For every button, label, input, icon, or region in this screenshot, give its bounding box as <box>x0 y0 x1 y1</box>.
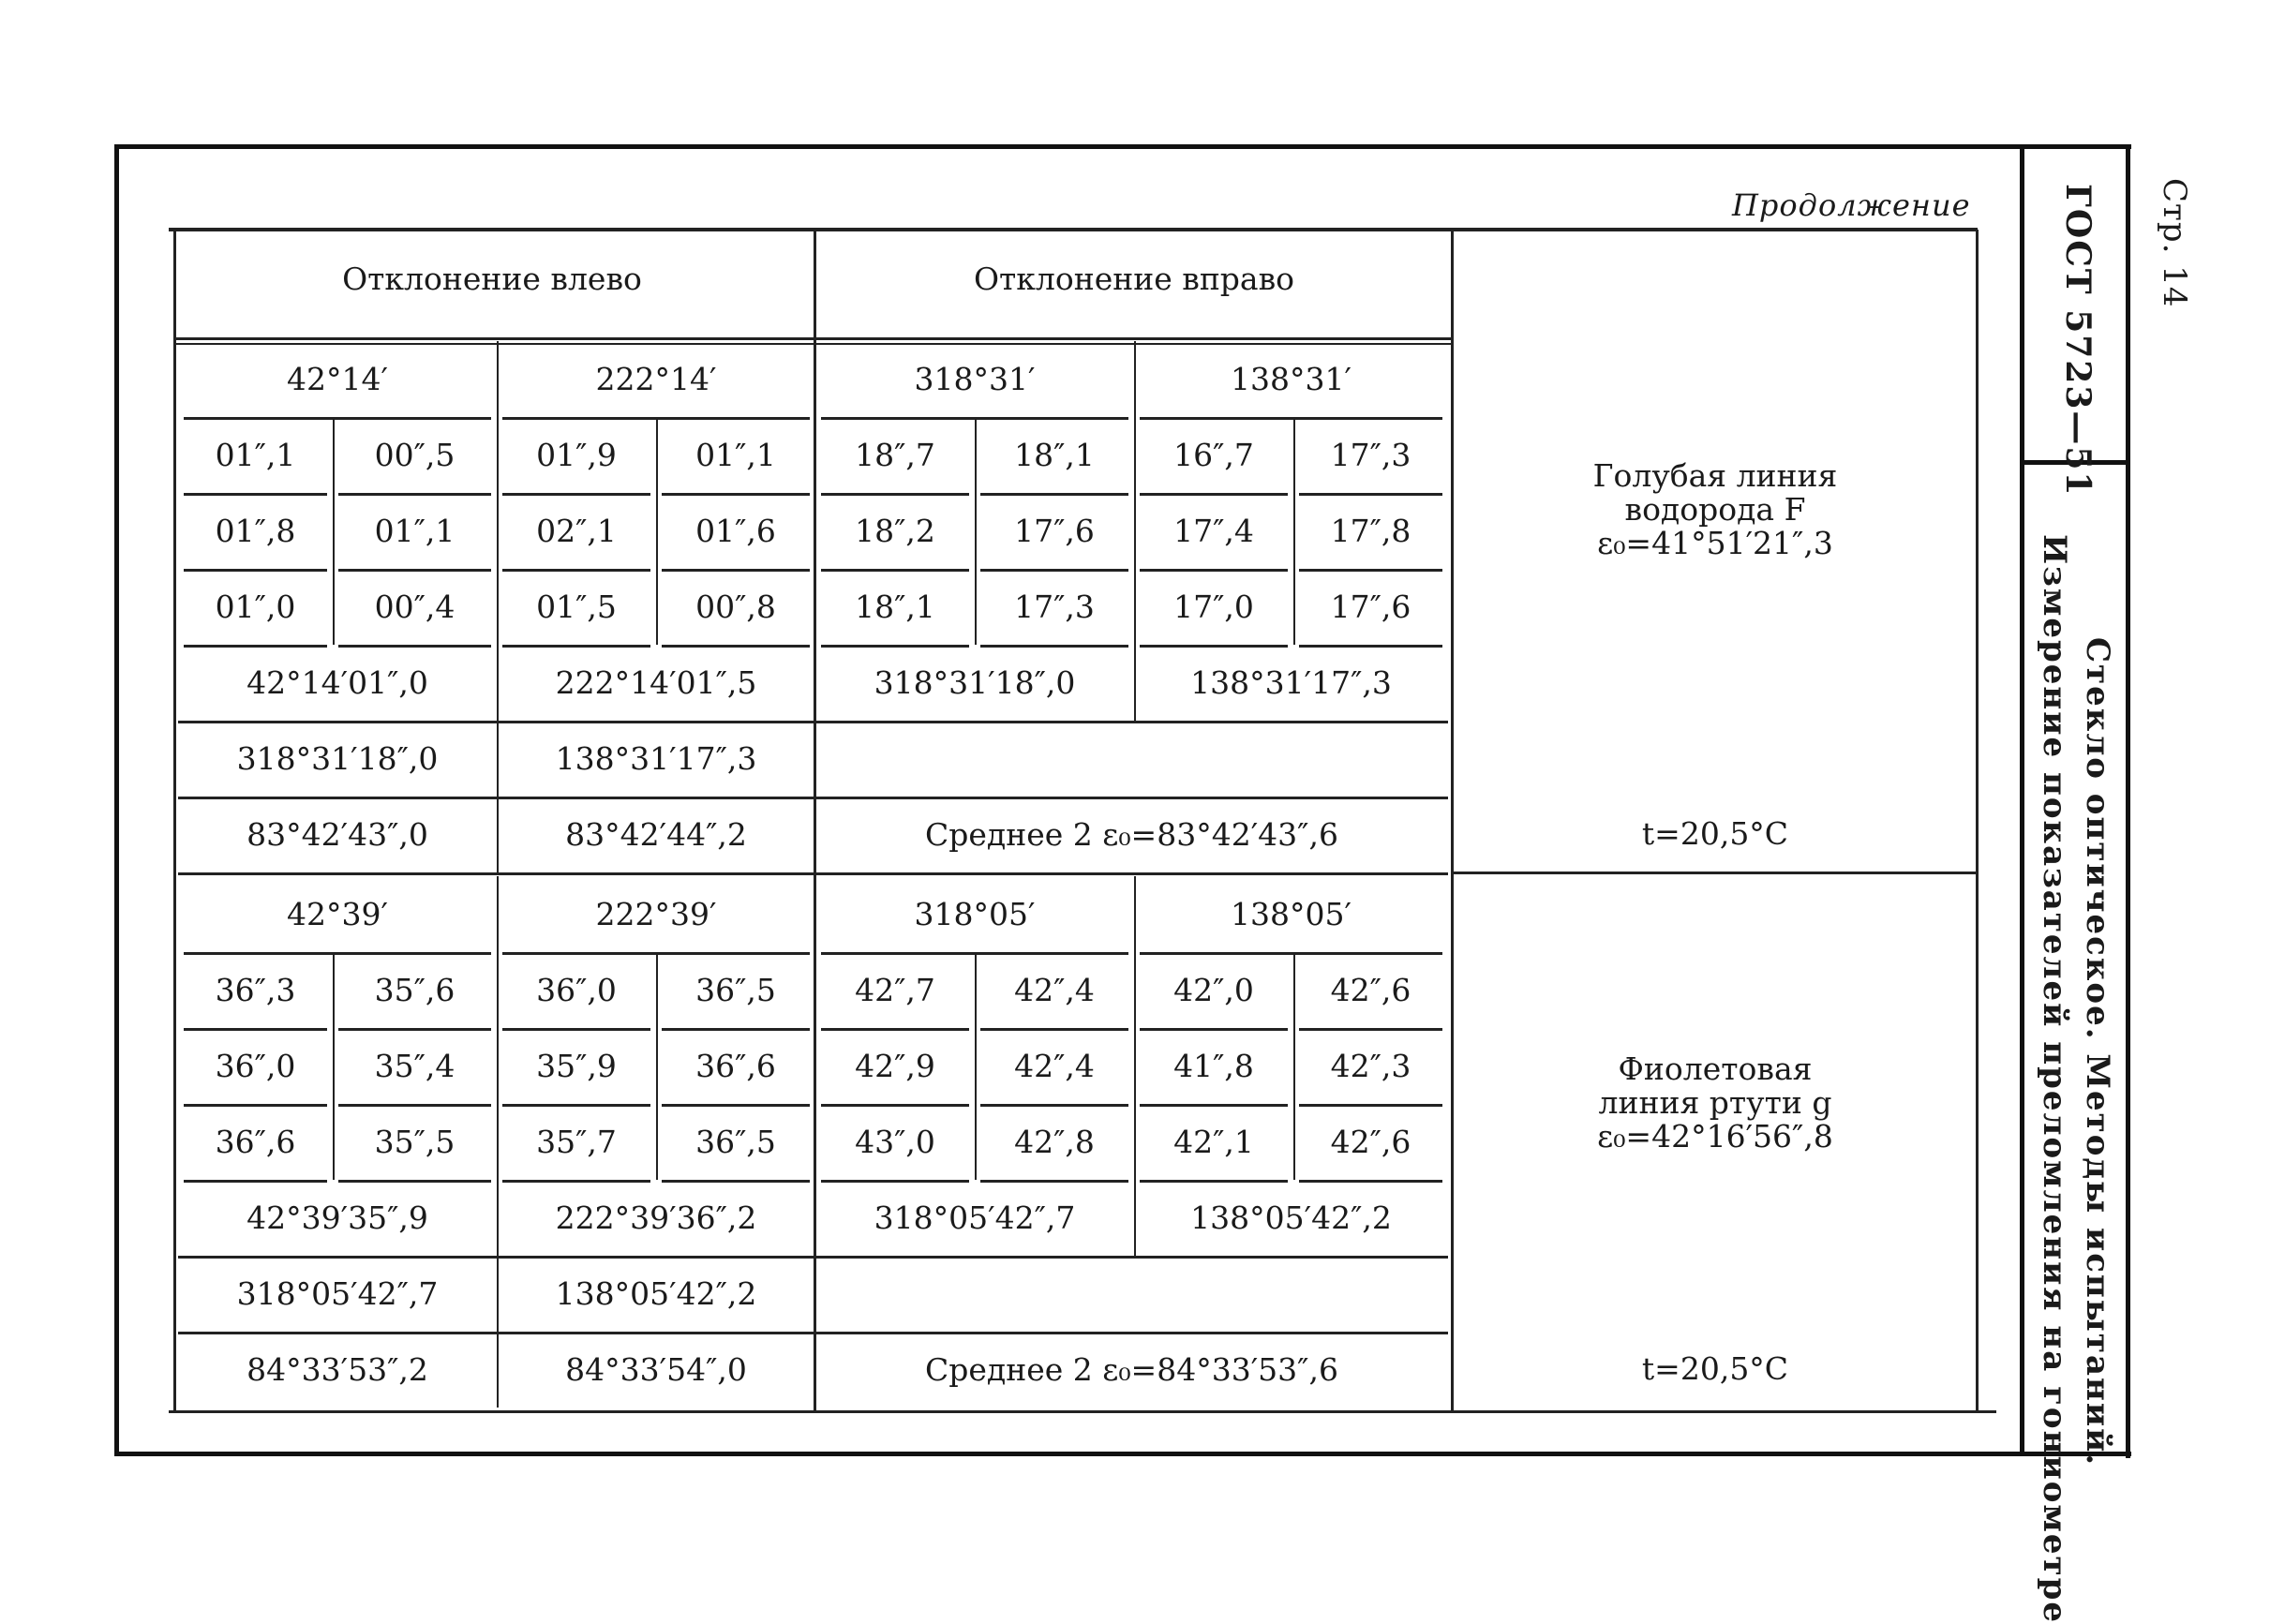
gost-code: ГОСТ 5723—51 <box>2058 184 2098 498</box>
reading-cell: 00″,4 <box>374 589 455 625</box>
diff-cell: 83°42′43″,0 <box>246 816 428 853</box>
reading-cell: 17″,6 <box>1014 513 1095 549</box>
average-cell: Среднее 2 ε₀=84°33′53″,6 <box>924 1351 1338 1388</box>
reading-cell: 42″,4 <box>1014 972 1095 1008</box>
reading-cell: 01″,1 <box>215 437 296 473</box>
reading-cell: 42″,6 <box>1330 972 1411 1008</box>
reading-cell: 36″,5 <box>695 1124 776 1160</box>
split-right-notes <box>1451 230 1454 1412</box>
side-divider-inner <box>2020 148 2024 1453</box>
pair-cell: 138°31′17″,3 <box>555 740 757 777</box>
mean-cell: 318°05′42″,7 <box>874 1199 1076 1236</box>
reading-cell: 42″,7 <box>855 972 935 1008</box>
reading-cell: 42″,1 <box>1173 1124 1254 1160</box>
reading-cell: 01″,9 <box>536 437 617 473</box>
spectral-line-epsilon: ε₀=41°51′21″,3 <box>1597 525 1833 561</box>
angle-header: 42°39′ <box>287 896 388 932</box>
table-top-rule <box>169 228 1978 231</box>
reading-cell: 17″,4 <box>1173 513 1254 549</box>
reading-cell: 18″,7 <box>855 437 935 473</box>
angle-header: 42°14′ <box>287 361 388 397</box>
mean-cell: 222°14′01″,5 <box>555 664 757 701</box>
temperature-note: t=20,5°C <box>1641 1350 1789 1387</box>
reading-cell: 01″,5 <box>536 589 617 625</box>
spectral-line-name: Фиолетовая <box>1618 1050 1813 1087</box>
reading-cell: 42″,8 <box>1014 1124 1095 1160</box>
mean-cell: 42°39′35″,9 <box>246 1199 428 1236</box>
reading-cell: 36″,3 <box>215 972 296 1008</box>
reading-cell: 01″,1 <box>695 437 776 473</box>
reading-cell: 35″,5 <box>374 1124 455 1160</box>
reading-cell: 00″,5 <box>374 437 455 473</box>
table-right-border <box>1976 230 1979 1412</box>
mean-cell: 138°05′42″,2 <box>1190 1199 1392 1236</box>
reading-cell: 42″,4 <box>1014 1048 1095 1084</box>
reading-cell: 18″,1 <box>1014 437 1095 473</box>
spectral-line-name: Голубая линия <box>1592 457 1838 494</box>
angle-header: 318°31′ <box>914 361 1036 397</box>
average-cell: Среднее 2 ε₀=83°42′43″,6 <box>924 816 1338 853</box>
angle-header: 222°14′ <box>595 361 717 397</box>
pair-cell: 318°05′42″,7 <box>236 1275 439 1312</box>
spectral-line-name: линия ртути g <box>1598 1084 1832 1121</box>
row-rule <box>815 1256 1448 1259</box>
spectral-line-name: водорода F <box>1624 491 1806 528</box>
pair-cell: 138°05′42″,2 <box>555 1275 757 1312</box>
spectral-line-epsilon: ε₀=42°16′56″,8 <box>1597 1118 1833 1155</box>
reading-cell: 36″,6 <box>215 1124 296 1160</box>
reading-cell: 42″,9 <box>855 1048 935 1084</box>
reading-cell: 35″,4 <box>374 1048 455 1084</box>
header-deviation-left: Отклонение влево <box>342 260 642 297</box>
reading-cell: 16″,7 <box>1173 437 1254 473</box>
reading-cell: 00″,8 <box>695 589 776 625</box>
reading-cell: 35″,6 <box>374 972 455 1008</box>
header-deviation-right: Отклонение вправо <box>973 260 1295 297</box>
reading-cell: 36″,5 <box>695 972 776 1008</box>
reading-cell: 01″,6 <box>695 513 776 549</box>
diff-cell: 84°33′54″,0 <box>565 1351 747 1388</box>
reading-cell: 18″,1 <box>855 589 935 625</box>
table-left-border <box>173 230 176 1412</box>
reading-cell: 01″,8 <box>215 513 296 549</box>
reading-cell: 17″,0 <box>1173 589 1254 625</box>
row-rule <box>815 721 1448 723</box>
reading-cell: 17″,8 <box>1330 513 1411 549</box>
reading-cell: 01″,1 <box>374 513 455 549</box>
mean-cell: 42°14′01″,0 <box>246 664 428 701</box>
diff-cell: 84°33′53″,2 <box>246 1351 428 1388</box>
reading-cell: 17″,3 <box>1014 589 1095 625</box>
reading-cell: 42″,3 <box>1330 1048 1411 1084</box>
reading-cell: 42″,6 <box>1330 1124 1411 1160</box>
note-separator-rule <box>1453 872 1978 874</box>
reading-cell: 36″,0 <box>215 1048 296 1084</box>
angle-header: 138°31′ <box>1231 361 1352 397</box>
mean-cell: 222°39′36″,2 <box>555 1199 757 1236</box>
angle-header: 318°05′ <box>914 896 1036 932</box>
continuation-label: Продолжение <box>1732 187 1971 223</box>
diff-cell: 83°42′44″,2 <box>565 816 747 853</box>
row-rule <box>178 872 1448 875</box>
reading-cell: 36″,0 <box>536 972 617 1008</box>
reading-cell: 01″,0 <box>215 589 296 625</box>
reading-cell: 42″,0 <box>1173 972 1254 1008</box>
pair-cell: 318°31′18″,0 <box>236 740 439 777</box>
page-number: Стр. 14 <box>2156 178 2193 308</box>
document-title-line1: Стекло оптическое. Методы испытаний. <box>2079 637 2116 1468</box>
reading-cell: 02″,1 <box>536 513 617 549</box>
reading-cell: 17″,6 <box>1330 589 1411 625</box>
reading-cell: 17″,3 <box>1330 437 1411 473</box>
reading-cell: 43″,0 <box>855 1124 935 1160</box>
mean-cell: 318°31′18″,0 <box>874 664 1076 701</box>
reading-cell: 36″,6 <box>695 1048 776 1084</box>
angle-header: 222°39′ <box>595 896 717 932</box>
side-divider-outer <box>2126 148 2130 1458</box>
mean-cell: 138°31′17″,3 <box>1190 664 1392 701</box>
temperature-note: t=20,5°C <box>1641 815 1789 852</box>
table-bottom-rule <box>169 1410 1996 1413</box>
reading-cell: 35″,7 <box>536 1124 617 1160</box>
reading-cell: 41″,8 <box>1173 1048 1254 1084</box>
reading-cell: 18″,2 <box>855 513 935 549</box>
document-title-line2: Измерение показателей преломления на гониометре <box>2036 534 2073 1624</box>
angle-header: 138°05′ <box>1231 896 1352 932</box>
reading-cell: 35″,9 <box>536 1048 617 1084</box>
